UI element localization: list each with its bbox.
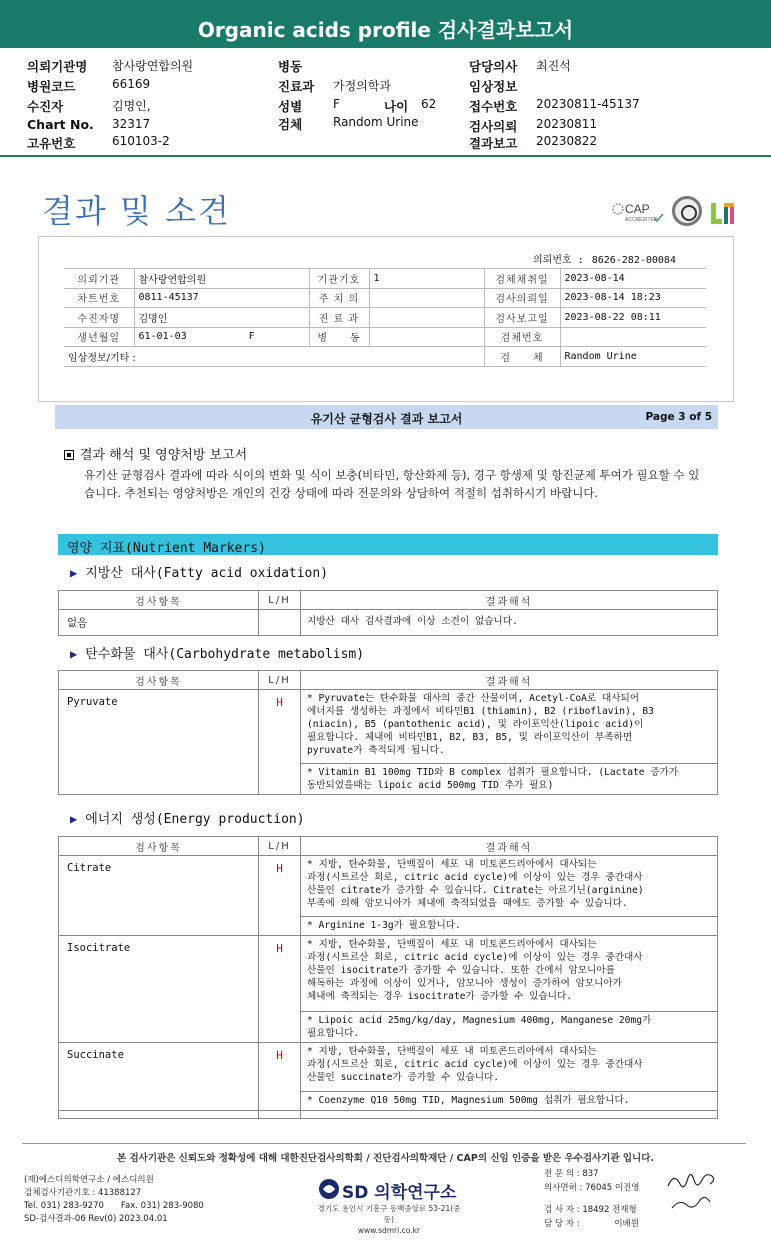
field-value: 김명인 xyxy=(134,308,309,328)
checkbox-square-icon xyxy=(64,450,74,460)
field-label: 검사보고일 xyxy=(484,308,560,328)
clinical-info xyxy=(64,347,484,367)
sex-label: 성별 xyxy=(278,99,303,114)
receipt-value: 20230811-45137 xyxy=(536,97,640,111)
spacer-cell xyxy=(59,1111,259,1119)
triangle-right-icon: ▶ xyxy=(70,647,78,661)
lh-cell: H xyxy=(259,936,301,1043)
unique-value: 610103-2 xyxy=(112,134,170,148)
chart-value: 32317 xyxy=(112,117,151,131)
report-title: Organic acids profile 검사결과보고서 xyxy=(197,18,574,42)
field-label: 의뢰기관 xyxy=(64,269,134,289)
nutrient-markers-title: 영양 지표(Nutrient Markers) xyxy=(67,541,266,556)
signatory-value: 76045 이진영 xyxy=(585,1183,640,1193)
section-heading-text: 지방산 대사(Fatty acid oxidation) xyxy=(85,566,329,581)
interp-cell: * Pyruvate는 탄수화물 대사의 중간 산물이며, Acetyl-CoA로 대사되어 에너지를 생성하는 과정에서 비타민B1 (thiamin), B2 (riboflavin), B3 (niacin), B5 (pantothenic acid), 및 라이포익산(lipoic acid)이 필요합니다. 체내에 비타민B1, B2, B3, B5, 및 라이포익산이 부족하면 pyruvate가 축적되게 됩니다. xyxy=(301,690,718,764)
field-value xyxy=(369,288,484,308)
footer-divider xyxy=(22,1143,746,1144)
footer-accreditation-note: 본 검사기관은 신뢰도와 정확성에 대해 대한진단검사의학회 / 진단검사의학재단 / CAP의 신임 인증을 받은 우수검사기관 입니다. xyxy=(117,1153,654,1164)
signatory-value: 18492 전재형 xyxy=(582,1205,637,1215)
request-number xyxy=(525,251,676,266)
field-label: 검사의뢰일 xyxy=(484,288,560,308)
request-number-label: 의뢰번호 : xyxy=(533,255,584,266)
table-row xyxy=(59,1043,718,1092)
signatory-value: 837 xyxy=(582,1169,599,1179)
result-table-energy xyxy=(58,836,718,1119)
field-label: 차트번호 xyxy=(64,288,134,308)
interp-cell: * Coenzyme Q10 50mg TID, Magnesium 500mg 섭취가 필요합니다. xyxy=(301,1092,718,1111)
field-label: 진 료 과 xyxy=(309,308,369,328)
report-header-bar xyxy=(55,405,718,429)
unique-label: 고유번호 xyxy=(27,136,76,151)
lh-cell: H xyxy=(259,856,301,936)
patient-row xyxy=(64,269,706,289)
request-value: 20230811 xyxy=(536,117,598,131)
signatory-label: 의사면허 : xyxy=(544,1183,583,1193)
field-value xyxy=(134,327,309,347)
signatory-label: 담 당 자 : xyxy=(544,1219,580,1229)
spacer-cell xyxy=(301,1111,718,1119)
signature-icon xyxy=(664,1168,724,1212)
field-value: Random Urine xyxy=(560,347,706,367)
sex-value: F xyxy=(333,97,340,111)
request-label: 검사의뢰 xyxy=(469,119,518,134)
table-header-row xyxy=(59,837,718,856)
footer-lab-info xyxy=(24,1174,204,1226)
column-header-item: 검사항목 xyxy=(59,671,259,690)
field-value: 참사랑연합의원 xyxy=(134,269,309,289)
lab-brand-name: SD 의학연구소 xyxy=(342,1183,457,1203)
column-header-interp: 결과해석 xyxy=(301,671,718,690)
signatory-row xyxy=(544,1181,640,1195)
patient-row xyxy=(64,347,706,367)
interp-cell: * 지방, 탄수화물, 단백질이 세포 내 미토콘드리아에서 대사되는 과정(시트르산 회로, citric acid cycle)에 이상이 있는 경우 중간대사 산물인 succinate가 증가할 수 있습니다. xyxy=(301,1043,718,1092)
svg-text:CAP: CAP xyxy=(625,202,650,216)
table-header-row xyxy=(59,671,718,690)
field-value: 1 xyxy=(369,269,484,289)
receipt-label: 접수번호 xyxy=(469,99,518,114)
dept-value: 가정의학과 xyxy=(333,79,391,93)
birthdate-value: 61-01-03 xyxy=(138,331,187,343)
field-value xyxy=(369,308,484,328)
cap-logo-icon xyxy=(610,200,666,226)
doctor-label: 담당의사 xyxy=(469,59,518,74)
footer-signatories xyxy=(544,1167,640,1231)
field-value: 2023-08-14 xyxy=(560,269,706,289)
section-title: 결과 및 소견 xyxy=(42,192,231,230)
field-label: 검 체 xyxy=(484,347,560,367)
result-table-carbohydrate xyxy=(58,670,718,795)
section-heading-text: 탄수화물 대사(Carbohydrate metabolism) xyxy=(85,647,365,662)
field-value xyxy=(560,327,706,347)
column-header-lh: L/H xyxy=(259,671,301,690)
interpretation-heading-text: 결과 해석 및 영양처방 보고서 xyxy=(80,448,248,463)
age-label: 나이 xyxy=(384,99,409,114)
interp-cell: * 지방, 탄수화물, 단백질이 세포 내 미토콘드리아에서 대사되는 과정(시트르산 회로, citric acid cycle)에 이상이 있는 경우 중간대사 산물인 citrate가 증가할 수 있습니다. Citrate는 아르기닌(arginine) 부족에 의해 암모니아가 체내에 축적되었을 때에도 증가할 수 있습니다. xyxy=(301,856,718,917)
hospital-code-label: 병원코드 xyxy=(27,79,76,94)
interpretation-heading xyxy=(64,444,247,463)
accreditation-seal-icon xyxy=(672,196,702,226)
interp-cell: * Vitamin B1 100mg TID와 B complex 섭취가 필요합니다. (Lactate 증가가 동반되었을때는 lipoic acid 500mg TID 추가 필요) xyxy=(301,764,718,795)
doctor-value: 최진석 xyxy=(536,59,571,73)
svg-text:ACCREDITED: ACCREDITED xyxy=(625,217,658,223)
lh-cell xyxy=(259,610,301,636)
signatory-value: 이배원 xyxy=(614,1219,639,1229)
signatory-label: 전 문 의 : xyxy=(544,1169,580,1179)
field-label: 생년월일 xyxy=(64,327,134,347)
hospital-code-value: 66169 xyxy=(112,77,151,91)
field-value: 2023-08-14 18:23 xyxy=(560,288,706,308)
dept-label: 진료과 xyxy=(278,79,315,94)
field-value: 0811-45137 xyxy=(134,288,309,308)
interp-cell: * Arginine 1-3g가 필요합니다. xyxy=(301,917,718,936)
field-label: 주 치 의 xyxy=(309,288,369,308)
ward-label: 병동 xyxy=(278,59,303,74)
request-number-value: 8626-282-00084 xyxy=(591,255,676,266)
table-row xyxy=(59,936,718,1012)
lab-contact-line: Tel. 031) 283-9270 Fax. 031) 283-9080 xyxy=(24,1201,204,1211)
item-cell: Pyruvate xyxy=(59,690,259,795)
section-heading-energy xyxy=(70,808,305,827)
section-heading-text: 에너지 생성(Energy production) xyxy=(85,812,305,827)
signatory-label: 검 사 자 : xyxy=(544,1205,580,1215)
column-header-interp: 결과해석 xyxy=(301,837,718,856)
chart-label: Chart No. xyxy=(27,117,94,132)
specimen-label: 검체 xyxy=(278,117,303,132)
lab-name-line: (재)에스디의학연구소 / 에스디의원 xyxy=(24,1175,154,1185)
report-title-bar xyxy=(0,0,771,48)
report-label: 결과보고 xyxy=(469,136,518,151)
report-value: 20230822 xyxy=(536,134,598,148)
table-row xyxy=(59,610,718,636)
report-subtitle: 유기산 균형검사 결과 보고서 xyxy=(310,412,463,426)
section-heading-carbohydrate xyxy=(70,643,364,662)
page-indicator: Page 3 of 5 xyxy=(645,411,712,423)
column-header-lh: L/H xyxy=(259,837,301,856)
column-header-lh: L/H xyxy=(259,591,301,610)
interp-cell: * 지방, 탄수화물, 단백질이 세포 내 미토콘드리아에서 대사되는 과정(시트르산 회로, citric acid cycle)에 이상이 있는 경우 중간대사 산물인 isocitrate가 증가할 수 있습니다. 또한 간에서 암모니아를 해독하는 과정에 이상이 있거나, 암모니아 생성이 증가하여 암모니아가 체내에 축적되는 경우 isocitrate가 증가할 수 있습니다. xyxy=(301,936,718,1012)
interp-cell: 지방산 대사 검사결과에 이상 소견이 없습니다. xyxy=(301,610,718,636)
section-heading-fatty-acid xyxy=(70,562,328,581)
sex-value: F xyxy=(248,331,255,343)
result-table-fatty-acid xyxy=(58,590,718,636)
signatory-row xyxy=(544,1217,640,1231)
field-label: 검체채취일 xyxy=(484,269,560,289)
lab-address-line: 경기도 용인시 기흥구 동백중앙로 53-21(중동) xyxy=(317,1204,461,1224)
nutrient-markers-bar xyxy=(58,534,718,555)
header-info xyxy=(0,52,771,152)
lm-logo-icon xyxy=(710,200,736,226)
interpretation-body: 유기산 균형검사 결과에 따라 식이의 변화 및 식이 보충(비타민, 항산화제 등), 경구 항생제 및 항진균제 투여가 필요할 수 있습니다. 추천되는 영양처방은 개인의 건강 상태에 따라 전문의와 상담하여 적절히 섭취하시기 바랍니다. xyxy=(84,468,700,500)
column-header-interp: 결과해석 xyxy=(301,591,718,610)
institution-value: 참사랑연합의원 xyxy=(112,59,194,73)
spacer-cell xyxy=(259,1111,301,1119)
age-value: 62 xyxy=(421,97,437,111)
specimen-value: Random Urine xyxy=(333,115,419,129)
field-label: 기관기호 xyxy=(309,269,369,289)
triangle-right-icon: ▶ xyxy=(70,812,78,826)
signatory-row xyxy=(544,1167,640,1181)
field-value xyxy=(369,327,484,347)
item-cell: Isocitrate xyxy=(59,936,259,1043)
lab-code-line: 검체검사기관기호 : 41388127 xyxy=(24,1188,142,1198)
clinical-info-label: 임상정보/기타 : xyxy=(68,352,136,364)
table-row xyxy=(59,1111,718,1119)
lh-cell: H xyxy=(259,1043,301,1111)
item-cell: 없음 xyxy=(59,610,259,636)
field-label: 검체번호 xyxy=(484,327,560,347)
field-value: 2023-08-22 08:11 xyxy=(560,308,706,328)
patient-info-table xyxy=(64,268,706,367)
patient-row xyxy=(64,327,706,347)
clinical-label: 임상정보 xyxy=(469,79,518,94)
item-cell: Succinate xyxy=(59,1043,259,1111)
lh-cell: H xyxy=(259,690,301,795)
lab-address xyxy=(314,1203,464,1236)
patient-row xyxy=(64,288,706,308)
signatory-row xyxy=(544,1203,640,1217)
patient-label: 수진자 xyxy=(27,99,64,114)
patient-row xyxy=(64,308,706,328)
form-revision-line: SD-검사결과-06 Rev(0) 2023.04.01 xyxy=(24,1214,168,1224)
table-row xyxy=(59,690,718,764)
triangle-right-icon: ▶ xyxy=(70,566,78,580)
table-header-row xyxy=(59,591,718,610)
column-header-item: 검사항목 xyxy=(59,837,259,856)
item-cell: Citrate xyxy=(59,856,259,936)
institution-label: 의뢰기관명 xyxy=(27,59,88,74)
interp-cell: * Lipoic acid 25mg/kg/day, Magnesium 400mg, Manganese 20mg가 필요합니다. xyxy=(301,1012,718,1043)
patient-value: 김명인, xyxy=(112,99,151,113)
table-row xyxy=(59,856,718,917)
field-label: 수진자명 xyxy=(64,308,134,328)
lab-website: www.sdmri.co.kr xyxy=(357,1226,420,1235)
field-label: 병 동 xyxy=(309,327,369,347)
header-divider xyxy=(0,155,771,157)
column-header-item: 검사항목 xyxy=(59,591,259,610)
